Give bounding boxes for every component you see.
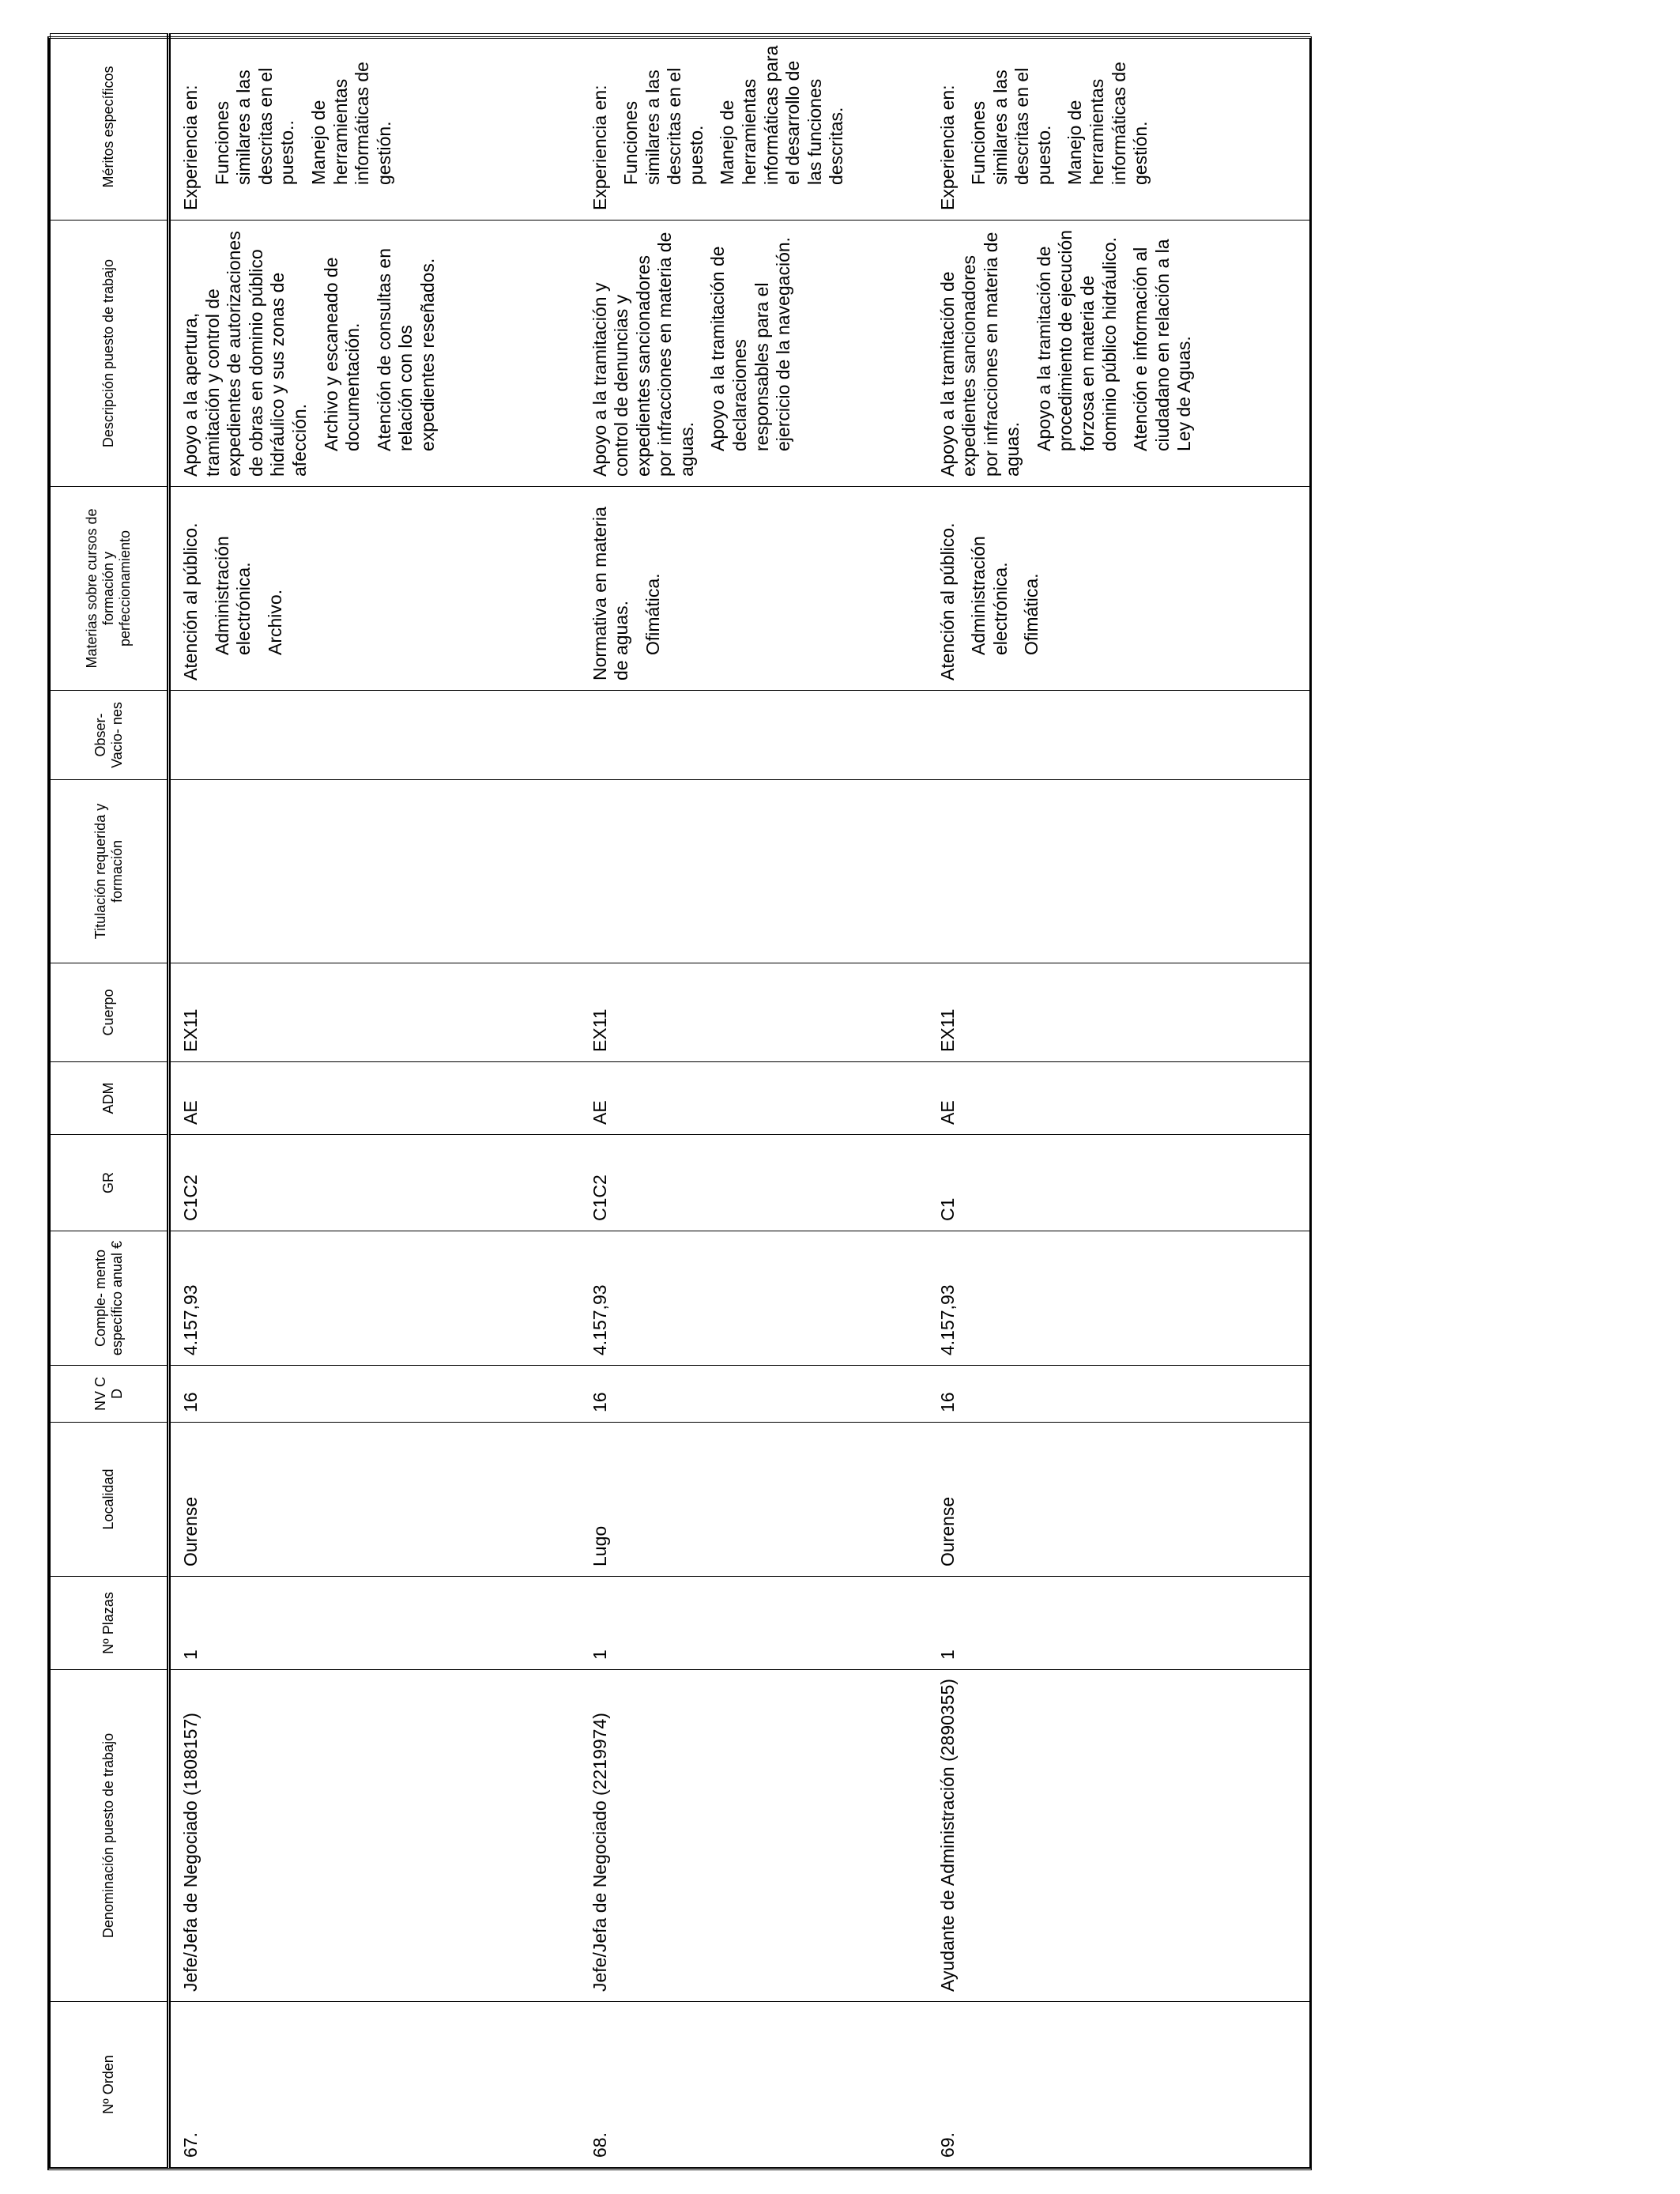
cell-plazas: 1: [928, 1577, 1310, 1670]
merito-item: Funciones similares a las descritas en el puesto.: [620, 67, 706, 185]
header-descripcion: Descripción puesto de trabajo: [51, 221, 169, 487]
cell-cuerpo: EX11: [580, 963, 928, 1062]
table-row: [169, 34, 580, 2168]
merito-item: Experiencia en:: [180, 85, 201, 210]
cell-orden: 69.: [928, 2002, 1310, 2168]
cell-descripcion: [928, 221, 1310, 487]
descripcion-item: Apoyo a la tramitación y control de denuncias y expedientes sancionadores por infracciones en materia de aguas.: [589, 232, 697, 477]
cell-orden: 68.: [580, 2002, 928, 2168]
cell-denominacion: Jefe/Jefa de Negociado (2219974): [580, 1670, 928, 2002]
merito-item: Manejo de herramientas informáticas de gestión.: [307, 62, 394, 185]
descripcion-item: Apoyo a la tramitación de declaraciones responsables para el ejercicio de la navegación.: [707, 236, 794, 451]
cell-plazas: 1: [169, 1577, 580, 1670]
descripcion-item: Atención de consultas en relación con los expedientes reseñados.: [373, 247, 438, 451]
materia-item: Normativa en materia de aguas.: [589, 507, 632, 680]
table-row: [580, 34, 928, 2168]
cell-materias: [580, 487, 928, 691]
cell-localidad: Ourense: [169, 1423, 580, 1577]
merito-item: Experiencia en:: [589, 85, 610, 210]
descripcion-item: Apoyo a la tramitación de expedientes sancionadores por infracciones en materia de aguas.: [936, 232, 1023, 477]
table-row: [928, 34, 1310, 2168]
header-materias: Materias sobre cursos de formación y perfeccionamiento: [51, 487, 169, 691]
header-observaciones: Obser- Vacio- nes: [51, 691, 169, 780]
cell-descripcion: [169, 221, 580, 487]
materia-item: Ofimática.: [1021, 573, 1042, 655]
cell-localidad: Lugo: [580, 1423, 928, 1577]
cell-complemento: 4.157,93: [928, 1231, 1310, 1366]
cell-plazas: 1: [580, 1577, 928, 1670]
header-adm: ADM: [51, 1062, 169, 1135]
table-frame: [47, 36, 1312, 2170]
cell-denominacion: Jefe/Jefa de Negociado (1808157): [169, 1670, 580, 2002]
cell-grupo: C1: [928, 1135, 1310, 1231]
merito-item: Manejo de herramientas informáticas para el desarrollo de las funciones descritas.: [717, 45, 847, 185]
merito-item: Funciones similares a las descritas en el puesto.: [968, 67, 1054, 185]
cell-adm: AE: [580, 1062, 928, 1135]
cell-materias: [928, 487, 1310, 691]
materia-item: Archivo.: [264, 589, 285, 655]
cell-meritos: [580, 34, 928, 221]
materia-item: Administración electrónica.: [211, 536, 254, 655]
descripcion-item: Apoyo a la apertura, tramitación y control de expedientes de autorizaciones de obras en dominio público hidráulico y sus zonas de afección.: [180, 231, 310, 477]
cell-nivel: 16: [928, 1366, 1310, 1423]
header-denominacion: Denominación puesto de trabajo: [51, 1670, 169, 2002]
cell-meritos: [928, 34, 1310, 221]
cell-complemento: 4.157,93: [169, 1231, 580, 1366]
job-positions-table: [50, 33, 1310, 2168]
cell-titulacion: [580, 780, 928, 963]
cell-observaciones: [169, 691, 580, 780]
header-row: [51, 34, 169, 2168]
cell-titulacion: [928, 780, 1310, 963]
cell-grupo: C1C2: [169, 1135, 580, 1231]
header-complemento: Comple- mento específico anual €: [51, 1231, 169, 1366]
cell-observaciones: [928, 691, 1310, 780]
cell-cuerpo: EX11: [169, 963, 580, 1062]
cell-complemento: 4.157,93: [580, 1231, 928, 1366]
merito-item: Manejo de herramientas informáticas de gestión.: [1064, 62, 1151, 185]
descripcion-item: Apoyo a la tramitación de procedimiento de ejecución forzosa en materia de dominio público hidráulico.: [1033, 229, 1120, 451]
cell-cuerpo: EX11: [928, 963, 1310, 1062]
materia-item: Atención al público.: [180, 522, 201, 680]
materia-item: Ofimática.: [642, 573, 663, 655]
cell-adm: AE: [928, 1062, 1310, 1135]
cell-nivel: 16: [169, 1366, 580, 1423]
cell-orden: 67.: [169, 2002, 580, 2168]
merito-item: Experiencia en:: [936, 85, 958, 210]
cell-meritos: [169, 34, 580, 221]
cell-titulacion: [169, 780, 580, 963]
header-nivel: NV C D: [51, 1366, 169, 1423]
header-grupo: GR: [51, 1135, 169, 1231]
descripcion-item: Atención e información al ciudadano en relación a la Ley de Aguas.: [1130, 239, 1195, 451]
header-meritos: Méritos específicos: [51, 34, 169, 221]
materia-item: Atención al público.: [936, 522, 958, 680]
materia-item: Administración electrónica.: [968, 536, 1011, 655]
cell-localidad: Ourense: [928, 1423, 1310, 1577]
header-cuerpo: Cuerpo: [51, 963, 169, 1062]
descripcion-item: Archivo y escaneado de documentación.: [320, 257, 363, 451]
cell-materias: [169, 487, 580, 691]
cell-observaciones: [580, 691, 928, 780]
cell-descripcion: [580, 221, 928, 487]
header-titulacion: Titulación requerida y formación: [51, 780, 169, 963]
header-plazas: Nº Plazas: [51, 1577, 169, 1670]
cell-denominacion: Ayudante de Administración (2890355): [928, 1670, 1310, 2002]
cell-grupo: C1C2: [580, 1135, 928, 1231]
cell-adm: AE: [169, 1062, 580, 1135]
header-localidad: Localidad: [51, 1423, 169, 1577]
cell-nivel: 16: [580, 1366, 928, 1423]
header-orden: Nº Orden: [51, 2002, 169, 2168]
merito-item: Funciones similares a las descritas en el puesto..: [211, 67, 298, 185]
